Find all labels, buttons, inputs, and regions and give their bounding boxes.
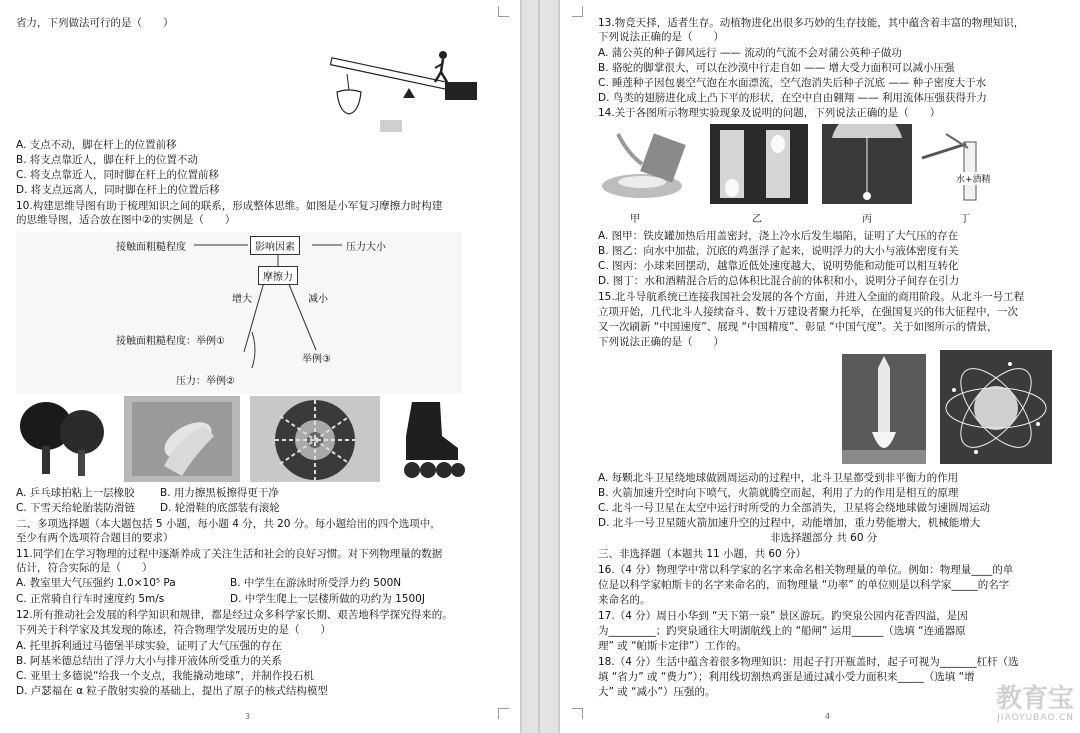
mindmap-connectors (16, 232, 462, 394)
q14-figure-yi (710, 124, 808, 204)
q9-option-b: B. 将支点靠近人，脚在杆上的位置不动 (16, 154, 198, 166)
page-number: 3 (245, 712, 251, 721)
margin-corner-mark (498, 708, 509, 719)
q15-option-b: B. 火箭加速升空时向下喷气，火箭就腾空而起，利用了力的作用是相互的原理 (598, 487, 959, 499)
q16-line2: 位是以科学家帕斯卡的名字来命名的，而物理量 “功率” 的单位则是以科学家_____的名字 (598, 579, 1010, 591)
q14-figure-jia (598, 124, 692, 204)
mindmap-roughness-example: 接触面粗糙程度：举例① (116, 336, 225, 347)
q13-stem-line2: 下列说法正确的是（ ） (598, 31, 724, 43)
q9-option-a: A. 支点不动，脚在杆上的位置前移 (16, 139, 177, 151)
q15-stem-line2: 立项开始，几代北斗人接续奋斗、数十万建设者聚力托举，在强国复兴的伟大征程中，一次 (598, 306, 1018, 318)
watermark (996, 685, 1074, 723)
lever-figure (325, 40, 485, 150)
q13-option-a: A. 蒲公英的种子御风远行 —— 流动的气流不会对蒲公英种子做功 (598, 47, 902, 59)
q11-option-c: C. 正常骑自行车时速度约 5m/s (16, 593, 165, 605)
q13-stem-line1: 13.物竞天择，适者生存。动植物进化出很多巧妙的生存技能，其中蕴含着丰富的物理知识， (598, 17, 1025, 29)
q11-stem-line1: 11.同学们在学习物理的过程中逐渐养成了关注生活和社会的良好习惯。对下列物理量的数据 (16, 548, 443, 560)
q13-option-c: C. 睡莲种子因包裹空气泡在水面漂流，空气泡消失后种子沉底 —— 种子密度大于水 (598, 77, 987, 89)
q12-stem-line1: 12.所有推动社会发展的科学知识和规律，都是经过众多科学家长期、艰苦地科学探究得来的。 (16, 609, 453, 621)
watermark-logo-text: 教育宝 (995, 684, 1074, 714)
q18-line2: 填 “省力” 或 “费力”）；利用线切割热鸡蛋是通过减小受力面积来_____（选填 “增 (598, 671, 975, 683)
blackboard-eraser-photo (124, 396, 240, 482)
document-page-3 (0, 0, 520, 733)
q18-line3: 大” 或 “减小”）压强的。 (598, 686, 716, 698)
q11-option-d: D. 中学生爬上一层楼所做的功约为 1500J (230, 593, 425, 605)
nonchoice-header: 非选择题部分 共 60 分 (770, 532, 878, 544)
q14-figure-ding-label: 水+酒精 (956, 172, 991, 185)
margin-corner-mark (498, 6, 509, 17)
section2-title-line1: 二、多项选择题（本大题包括 5 小题，每小题 4 分，共 20 分。每小题给出的四个选项中， (16, 518, 441, 530)
q12-option-a: A. 托里拆利通过马德堡半球实验，证明了大气压强的存在 (16, 640, 282, 652)
section3-title: 三、非选择题（本题共 11 小题，共 60 分） (598, 548, 807, 560)
q12-stem-line2: 下列关于科学家及其发现的陈述，符合物理学发展历史的是（ ） (16, 624, 331, 636)
q14-option-b: B. 图乙：向水中加盐，沉底的鸡蛋浮了起来，说明浮力的大小与液体密度有关 (598, 245, 959, 257)
margin-corner-mark (572, 708, 583, 719)
q9-option-d: D. 将支点远离人，同时脚在杆上的位置后移 (16, 184, 220, 196)
mindmap-pressure-label: 压力大小 (346, 242, 386, 253)
q12-option-d: D. 卢瑟福在 α 粒子散射实验的基础上，提出了原子的核式结构模型 (16, 685, 328, 697)
q16-line3: 来命名的。 (598, 594, 651, 606)
q11-option-a: A. 教室里大气压强约 1.0×10⁵ Pa (16, 577, 176, 589)
margin-corner-mark (572, 6, 583, 17)
q15-option-a: A. 每颗北斗卫星绕地球做圆周运动的过程中，北斗卫星都受到非平衡力的作用 (598, 472, 959, 484)
q11-option-b: B. 中学生在游泳时所受浮力约 500N (230, 577, 402, 589)
q14-option-a: A. 图甲：铁皮罐加热后用盖密封，浇上冷水后发生塌陷，证明了大气压的存在 (598, 230, 959, 242)
q13-option-b: B. 骆驼的脚掌很大，可以在沙漠中行走自如 —— 增大受力面积可以减小压强 (598, 62, 955, 74)
q10-option-c: C. 下雪天给轮胎装防滑链 (16, 502, 136, 514)
q9-stem: 省力，下列做法可行的是（ ） (16, 17, 174, 29)
q10-stem-line1: 10.构建思维导图有助于梳理知识之间的联系，形成整体思维。如图是小军复习摩擦力时构建 (16, 200, 443, 212)
q15-stem-line3: 又一次刷新 “中国速度”、展现 “中国精度”、彰显 “中国气度”。关于如图所示的情景， (598, 321, 998, 333)
q17-line2: 为_________；趵突泉通往大明湖航线上的 “船闸” 运用______（选填 “连通器原 (598, 625, 966, 637)
roller-skate-photo (396, 396, 468, 482)
q10-stem-line2: 的思维导图，适合放在图中②的实例是（ ） (16, 214, 236, 226)
snow-chain-tire-photo (250, 396, 380, 482)
q18-line1: 18.（4 分）生活中蕴含着很多物理知识：用起子打开瓶盖时，起子可视为_______杠杆（选 (598, 656, 1019, 668)
q14-label-bing: 丙 (862, 214, 872, 225)
q17-line3: 理” 或 “帕斯卡定律”）工作的。 (598, 640, 747, 652)
q14-stem: 14.关于各图所示物理实验现象及说明的问题，下列说法正确的是（ ） (598, 107, 941, 119)
q16-line1: 16.（4 分）物理学中常以科学家的名字来命名相关物理量的单位。例如：物理量____的单 (598, 564, 1014, 576)
mindmap-pressure-example: 压力：举例② (176, 376, 235, 387)
friction-mindmap (16, 232, 462, 394)
satellite-orbit-photo (940, 350, 1052, 464)
ping-pong-paddle-photo (16, 396, 108, 482)
q14-label-ding: 丁 (960, 214, 970, 225)
q17-line1: 17.（4 分）周日小华到 “天下第一泉” 景区游玩。趵突泉公园内花香四溢，是因 (598, 610, 968, 622)
q13-option-d: D. 鸟类的翅膀进化成上凸下平的形状，在空中自由翱翔 —— 利用流体压强获得升力 (598, 92, 987, 104)
q10-option-a: A. 乒乓球拍粘上一层橡胶 (16, 487, 135, 499)
q10-option-d: D. 轮滑鞋的底部装有滚轮 (160, 502, 280, 514)
page-number: 4 (825, 712, 831, 721)
mindmap-roughness-label: 接触面粗糙程度 (116, 242, 186, 253)
rocket-launch-photo (842, 354, 926, 464)
q14-label-jia: 甲 (630, 214, 640, 225)
mindmap-friction-box: 摩擦力 (258, 266, 298, 285)
q15-stem-line1: 15.北斗导航系统已连接我国社会发展的各个方面，并进入全面的商用阶段。从北斗一号工程 (598, 291, 1025, 303)
q14-option-c: C. 图丙：小球来回摆动，越靠近低处速度越大，说明势能和动能可以相互转化 (598, 260, 959, 272)
q14-option-d: D. 图丁：水和酒精混合后的总体积比混合前的体积和小，说明分子间存在引力 (598, 275, 960, 287)
mindmap-decrease-label: 减小 (308, 294, 328, 305)
q15-stem-line4: 下列说法正确的是（ ） (598, 336, 724, 348)
q12-option-b: B. 阿基米德总结出了浮力大小与排开液体所受重力的关系 (16, 655, 282, 667)
mindmap-increase-label: 增大 (232, 294, 252, 305)
q15-option-c: C. 北斗一号卫星在太空中运行时所受的力全部消失，卫星将会绕地球做匀速圆周运动 (598, 502, 991, 514)
q14-label-yi: 乙 (752, 214, 762, 225)
q14-figure-bing (822, 124, 912, 204)
page-separator (538, 0, 540, 733)
document-page-4 (560, 0, 1080, 733)
q11-stem-line2: 估计，符合实际的是（ ） (16, 562, 153, 574)
q10-option-b: B. 用力擦黑板擦得更干净 (160, 487, 279, 499)
mindmap-factor-box: 影响因素 (250, 236, 300, 255)
q14-figure-ding (916, 124, 1008, 204)
q15-option-d: D. 北斗一号卫星随火箭加速升空的过程中，动能增加，重力势能增大，机械能增大 (598, 517, 981, 529)
watermark-url: JIAOYUBAO.CN (997, 713, 1074, 723)
section2-title-line2: 至少有两个选项符合题目的要求） (16, 532, 174, 544)
mindmap-example3: 举例③ (302, 354, 331, 365)
q9-option-c: C. 将支点靠近人，同时脚在杆上的位置前移 (16, 169, 220, 181)
q12-option-c: C. 亚里士多德说“给我一个支点，我能撬动地球”，并制作投石机 (16, 670, 314, 682)
